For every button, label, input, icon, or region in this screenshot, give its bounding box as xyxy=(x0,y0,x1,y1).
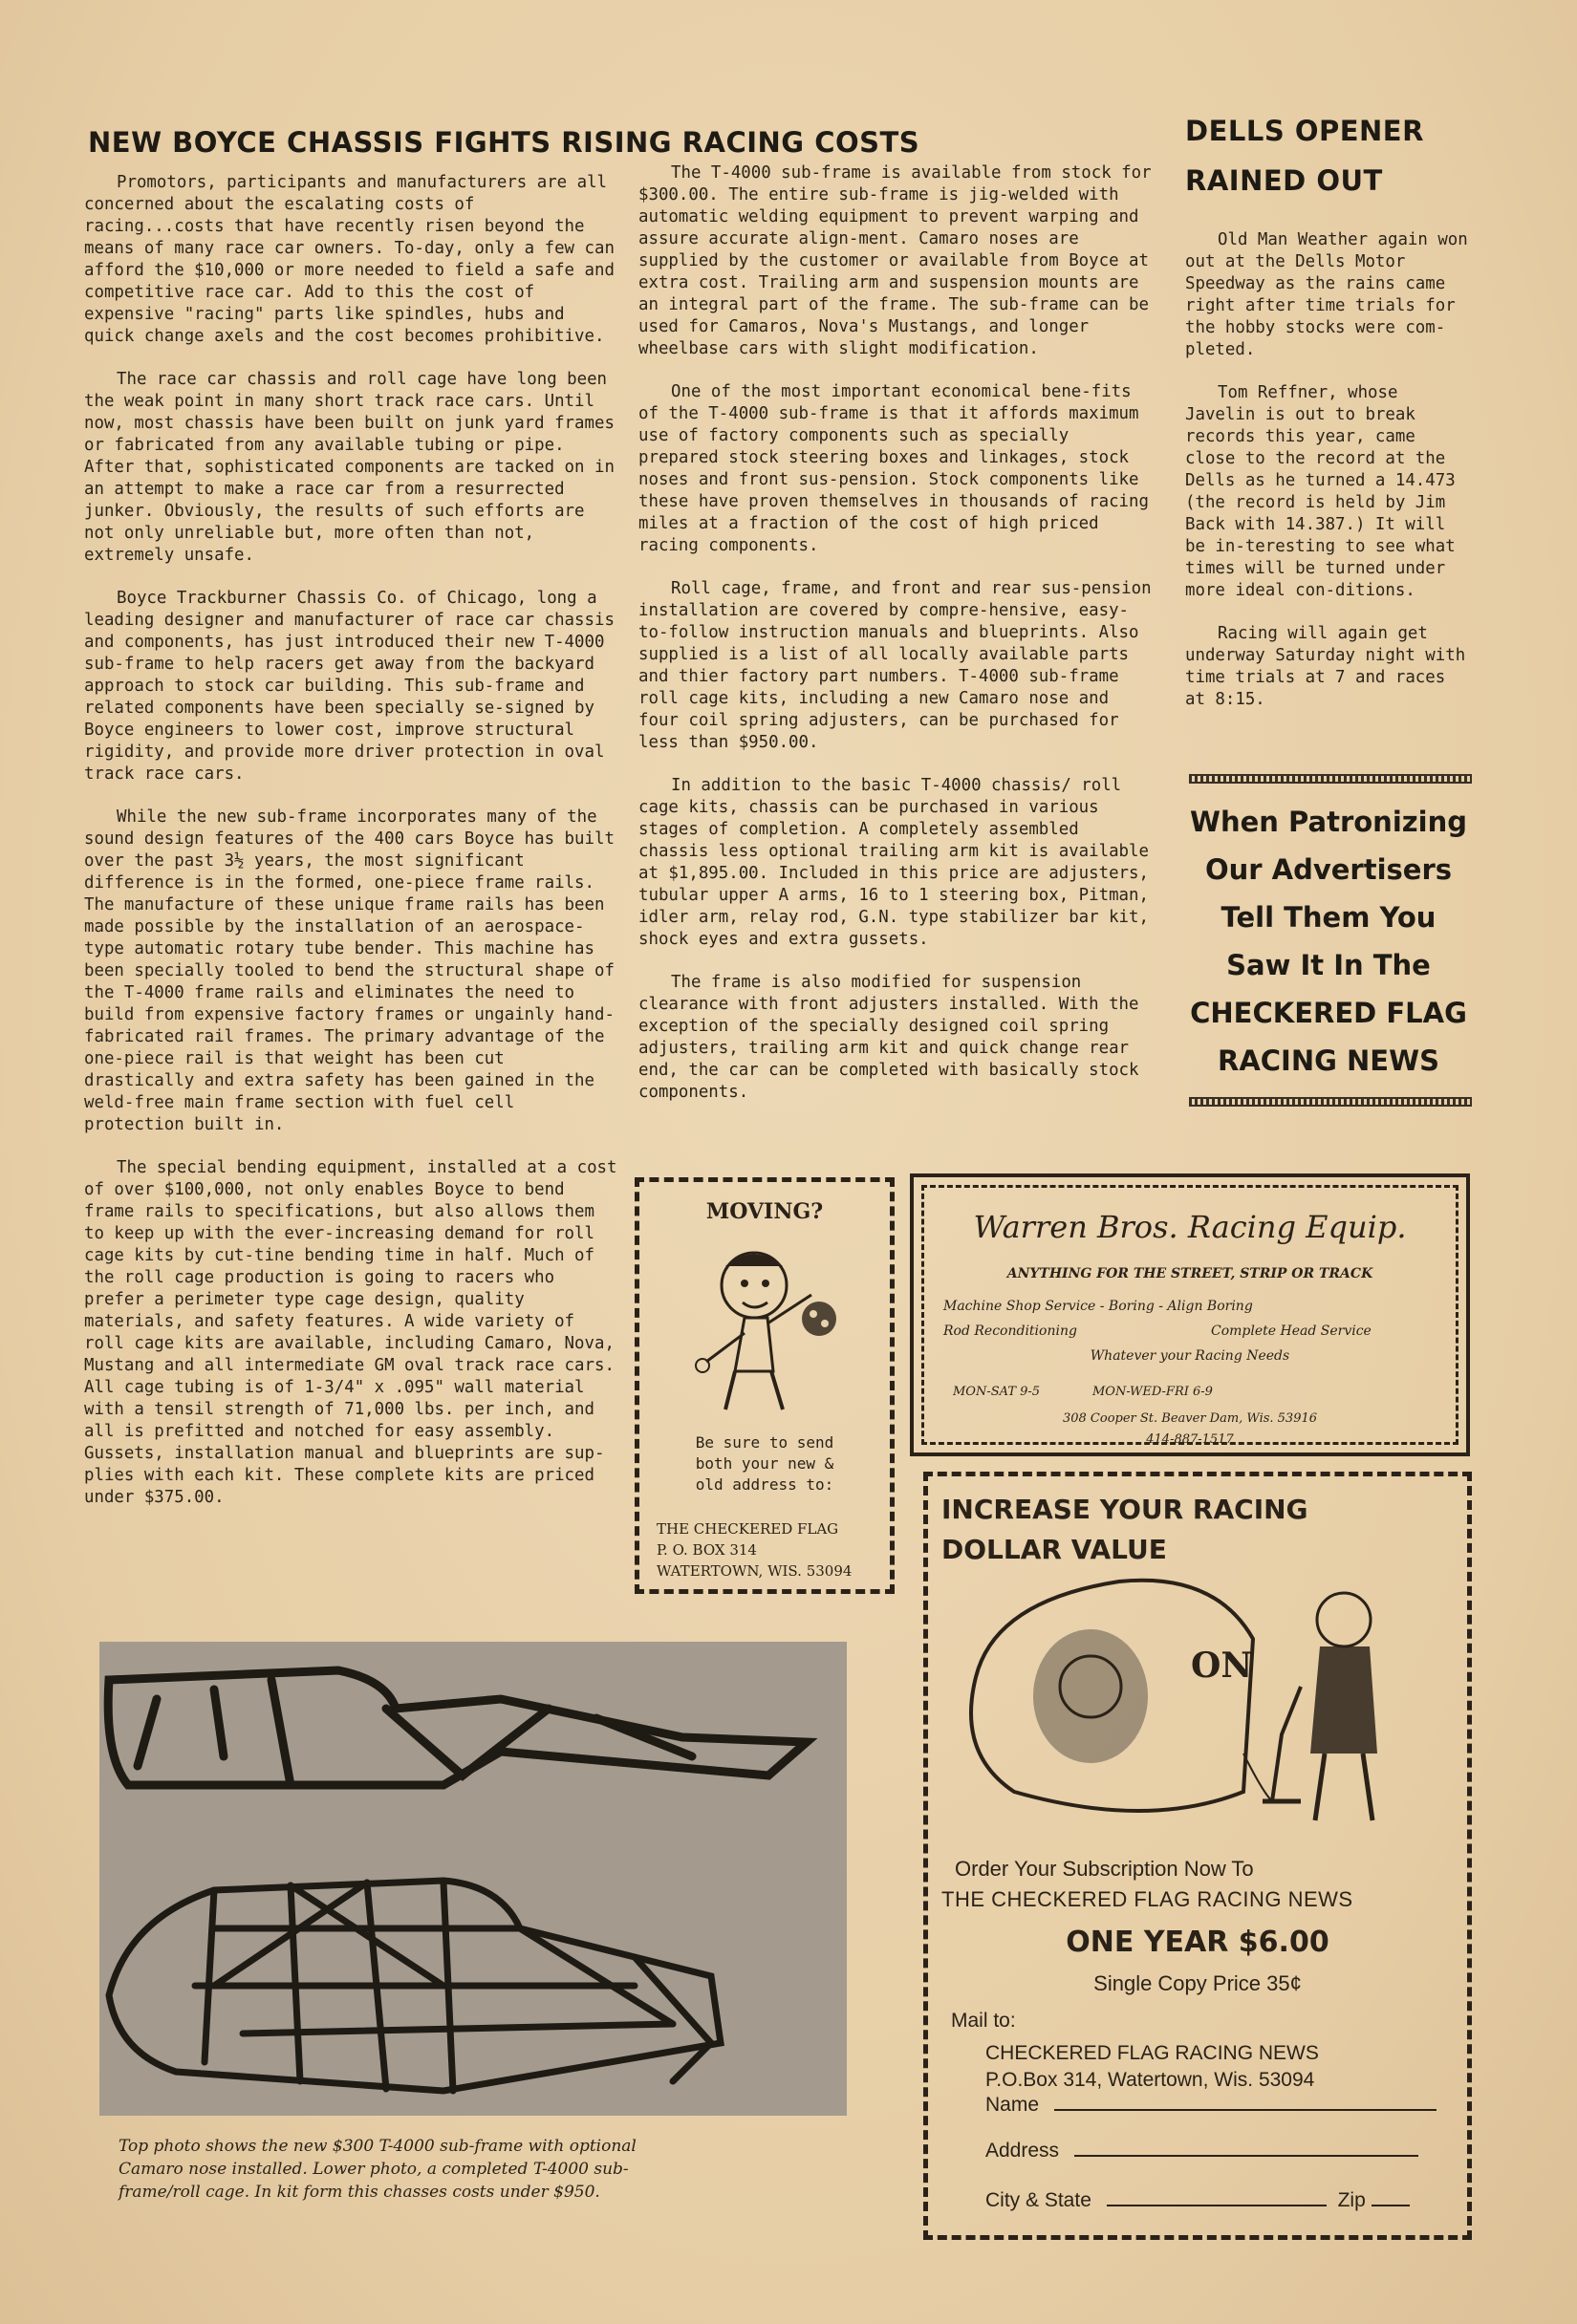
dells-article xyxy=(1185,229,1472,732)
city-state-label: City & State xyxy=(985,2189,1091,2211)
article-column-2 xyxy=(638,162,1155,1104)
patronize-line: RACING NEWS xyxy=(1218,1044,1439,1077)
order-line-1: Order Your Subscription Now To xyxy=(955,1857,1254,1881)
city-state-line[interactable] xyxy=(1107,2205,1327,2206)
address-line[interactable] xyxy=(1074,2155,1418,2157)
article-paragraph: Boyce Trackburner Chassis Co. of Chicago, long a leading designer and manufacturer of race car chassis and components, has just introduced their new T-4000 sub-frame to help racers get away from the backyard approach to stock car building. This sub-frame and related components have been specially se-signed by Boyce engineers to lower cost, improve structural rigidity, and provide more driver protection in oval track race cars. xyxy=(84,589,615,784)
zip-label: Zip xyxy=(1337,2189,1366,2211)
article-column-1 xyxy=(84,172,619,1530)
moving-body-line: old address to: xyxy=(695,1475,834,1494)
dells-paragraph: Old Man Weather again won out at the Dells Motor Speedway as the rains came right after time trials for the hobby stocks were com-pleted. xyxy=(1185,230,1468,359)
warren-tagline: ANYTHING FOR THE STREET, STRIP OR TRACK xyxy=(1006,1266,1373,1281)
warren-hours: MON-WED-FRI 6-9 xyxy=(1092,1385,1213,1399)
subscription-headline-2: DOLLAR VALUE xyxy=(941,1534,1167,1565)
single-copy-price: Single Copy Price 35¢ xyxy=(1093,1971,1302,1995)
name-line[interactable] xyxy=(1054,2109,1437,2111)
dells-headline-block xyxy=(1185,115,1491,197)
article-paragraph: While the new sub-frame incorporates many of the sound design features of the 400 cars Boyce has built over the past 3½ years, the most significant difference is in the formed, one-piece frame rails. The manufacture of these unique frame rails has been made possible by the installation of an aerospace-type automatic rotary tube bender. This machine has been specially tooled to bend the structural shape of the T-4000 frame rails and eliminates the need to build from expensive factory frames or ungainly hand-fabricated rail frames. The primary advantage of the one-piece rail is that weight has been cut drastically and extra safety has been gained in the weld-free main frame section with fuel cell protection built in. xyxy=(84,807,615,1134)
dells-headline-2: RAINED OUT xyxy=(1185,164,1383,197)
article-paragraph: Roll cage, frame, and front and rear sus-pension installation are covered by compre-hensive, easy-to-follow instruction manuals and blueprints. Also supplied is a list of all locally available parts and thier factory part numbers. T-4000 sub-frame roll cage kits, including a new Camaro nose and four coil spring adjusters, can be purchased for less than $950.00. xyxy=(638,579,1152,752)
mail-address-line: P.O.Box 314, Watertown, Wis. 53094 xyxy=(985,2069,1315,2091)
warren-phone: 414-887-1517 xyxy=(1146,1432,1234,1447)
warren-services: Machine Shop Service - Boring - Align Boring xyxy=(943,1299,1253,1314)
chassis-frame-icon xyxy=(99,1642,847,2116)
patronize-line: CHECKERED FLAG xyxy=(1190,997,1467,1029)
warren-services: Whatever your Racing Needs xyxy=(1090,1348,1290,1364)
mail-to-label: Mail to: xyxy=(951,2010,1016,2032)
warren-address: 308 Cooper St. Beaver Dam, Wis. 53916 xyxy=(1062,1411,1318,1426)
warren-bros-ad xyxy=(910,1173,1470,1456)
dells-paragraph: Racing will again get underway Saturday night with time trials at 7 and races at 8:15. xyxy=(1185,624,1466,709)
patronize-line: Saw It In The xyxy=(1226,949,1431,981)
moving-body xyxy=(639,1432,890,1496)
warren-name: Warren Bros. Racing Equip. xyxy=(973,1209,1407,1245)
subscription-headline-1: INCREASE YOUR RACING xyxy=(941,1494,1308,1525)
moving-title: MOVING? xyxy=(705,1199,824,1224)
article-paragraph: The race car chassis and roll cage have long been the weak point in many short track race cars. Until now, most chassis have been built on junk yard frames or fabricated from any available tubing or pipe. After that, sophisticated components are tacked on in an attempt to make a race car from a resurrected junker. Obviously, the results of such efforts are not only unreliable but, more often than not, extremely unsafe. xyxy=(84,370,615,565)
article-paragraph: In addition to the basic T-4000 chassis/ roll cage kits, chassis can be purchased in various stages of completion. A completely assembled chassis less optional trailing arm kit is available at $1,895.00. Included in this price are adjusters, tubular upper A arms, 16 to 1 steering box, Pitman, idler arm, relay rod, G.N. type stabilizer bar kit, shock eyes and extra gussets. xyxy=(638,776,1149,949)
article-headline: NEW BOYCE CHASSIS FIGHTS RISING RACING COSTS xyxy=(88,126,920,159)
warren-hours: MON-SAT 9-5 xyxy=(953,1385,1041,1399)
moving-ad xyxy=(635,1177,895,1594)
moving-address xyxy=(657,1518,852,1582)
moving-body-line: both your new & xyxy=(695,1454,834,1473)
patronize-line: Tell Them You xyxy=(1221,901,1437,934)
warren-services: Rod Reconditioning xyxy=(943,1323,1077,1339)
svg-text:ON: ON xyxy=(1191,1646,1253,1686)
order-line-2: THE CHECKERED FLAG RACING NEWS xyxy=(941,1887,1353,1911)
address-label: Address xyxy=(985,2140,1060,2162)
name-field[interactable] xyxy=(985,2094,1454,2117)
patronize-line: Our Advertisers xyxy=(1204,853,1453,886)
address-line: WATERTOWN, WIS. 53094 xyxy=(657,1562,853,1580)
caption-line: Camaro nose installed. Lower photo, a completed T-4000 sub- xyxy=(119,2160,629,2179)
dells-paragraph: Tom Reffner, whose Javelin is out to break records this year, came close to the record at the Dells as he turned a 14.473 (the record is held by Jim Back with 14.387.) It will be in-teresting to see what times will be turned under more ideal con-ditions. xyxy=(1185,383,1456,600)
article-paragraph: The T-4000 sub-frame is available from stock for $300.00. The entire sub-frame is jig-welded with automatic welding equipment to prevent warping and assure accurate align-ment. Camaro noses are supplied by the customer or available from Boyce at extra cost. Trailing arm and suspension mounts are an integral part of the frame. The sub-frame can be used for Camaros, Nova's Mustangs, and longer wheelbase cars with slight modification. xyxy=(638,163,1152,358)
patronize-notice xyxy=(1171,798,1486,1085)
address-field[interactable] xyxy=(985,2140,1454,2163)
moving-cartoon-icon xyxy=(687,1228,850,1419)
patronize-line: When Patronizing xyxy=(1190,806,1467,838)
dells-headline-1: DELLS OPENER xyxy=(1185,115,1424,147)
article-paragraph: The special bending equipment, installed at a cost of over $100,000, not only enables Boyce to bend frame rails to specifications, but also allows them to keep up with the ever-increasing demand for roll cage kits by cut-tine bending time in half. Much of the roll cage production is going to racers who prefer a perimeter type cage design, quality materials, and safety features. A wide variety of roll cage kits are available, including Camaro, Nova, Mustang and all intermediate GM oval track race cars. All cage tubing is of 1-3/4" x .095" wall material with a tensil strength of 71,000 lbs. per inch, and all is prefitted and notched for easy assembly. Gussets, installation manual and blueprints are sup-plies with each kit. These complete kits are priced under $375.00. xyxy=(84,1158,617,1507)
address-line: THE CHECKERED FLAG xyxy=(657,1520,839,1538)
article-paragraph: One of the most important economical bene-fits of the T-4000 sub-frame is that it affords maximum use of factory components such as specially prepared stock steering boxes and linkages, stock noses and front sus-pension. Stock components like these have proven themselves in thousands of racing miles at a fraction of the cost of high priced racing components. xyxy=(638,382,1149,555)
caption-line: frame/roll cage. In kit form this chasses costs under $950. xyxy=(119,2183,600,2202)
moving-body-line: Be sure to send xyxy=(695,1433,834,1452)
divider xyxy=(1189,1097,1472,1107)
zip-line[interactable] xyxy=(1372,2205,1410,2206)
warren-services: Complete Head Service xyxy=(1211,1323,1372,1339)
article-paragraph: The frame is also modified for suspension clearance with front adjusters installed. With the exception of the specially designed coil spring adjusters, trailing arm kit and quick change rear end, the car can be completed with basically stock components. xyxy=(638,973,1139,1102)
subscription-price: ONE YEAR $6.00 xyxy=(1066,1926,1329,1959)
name-label: Name xyxy=(985,2094,1040,2116)
address-line: P. O. BOX 314 xyxy=(657,1541,757,1559)
subscription-ad xyxy=(923,1472,1472,2240)
mail-to-address xyxy=(985,2040,1319,2094)
divider xyxy=(1189,774,1472,784)
chassis-photo xyxy=(99,1642,847,2116)
caption-line: Top photo shows the new $300 T-4000 sub-frame with optional xyxy=(119,2137,637,2156)
dollar-pump-cartoon-icon xyxy=(957,1562,1435,1840)
photo-caption xyxy=(119,2135,637,2204)
subscription-headline xyxy=(941,1490,1308,1570)
mail-address-line: CHECKERED FLAG RACING NEWS xyxy=(985,2042,1319,2064)
article-paragraph: Promotors, participants and manufacturers are all concerned about the escalating costs of racing...costs that have recently risen beyond the means of many race car owners. To-day, only a few can afford the $10,000 or more needed to field a safe and competitive race car. Add to this the cost of expensive "racing" parts like spindles, hubs and quick change axels and the cost becomes prohibitive. xyxy=(84,173,615,346)
city-state-field[interactable] xyxy=(985,2189,1463,2212)
